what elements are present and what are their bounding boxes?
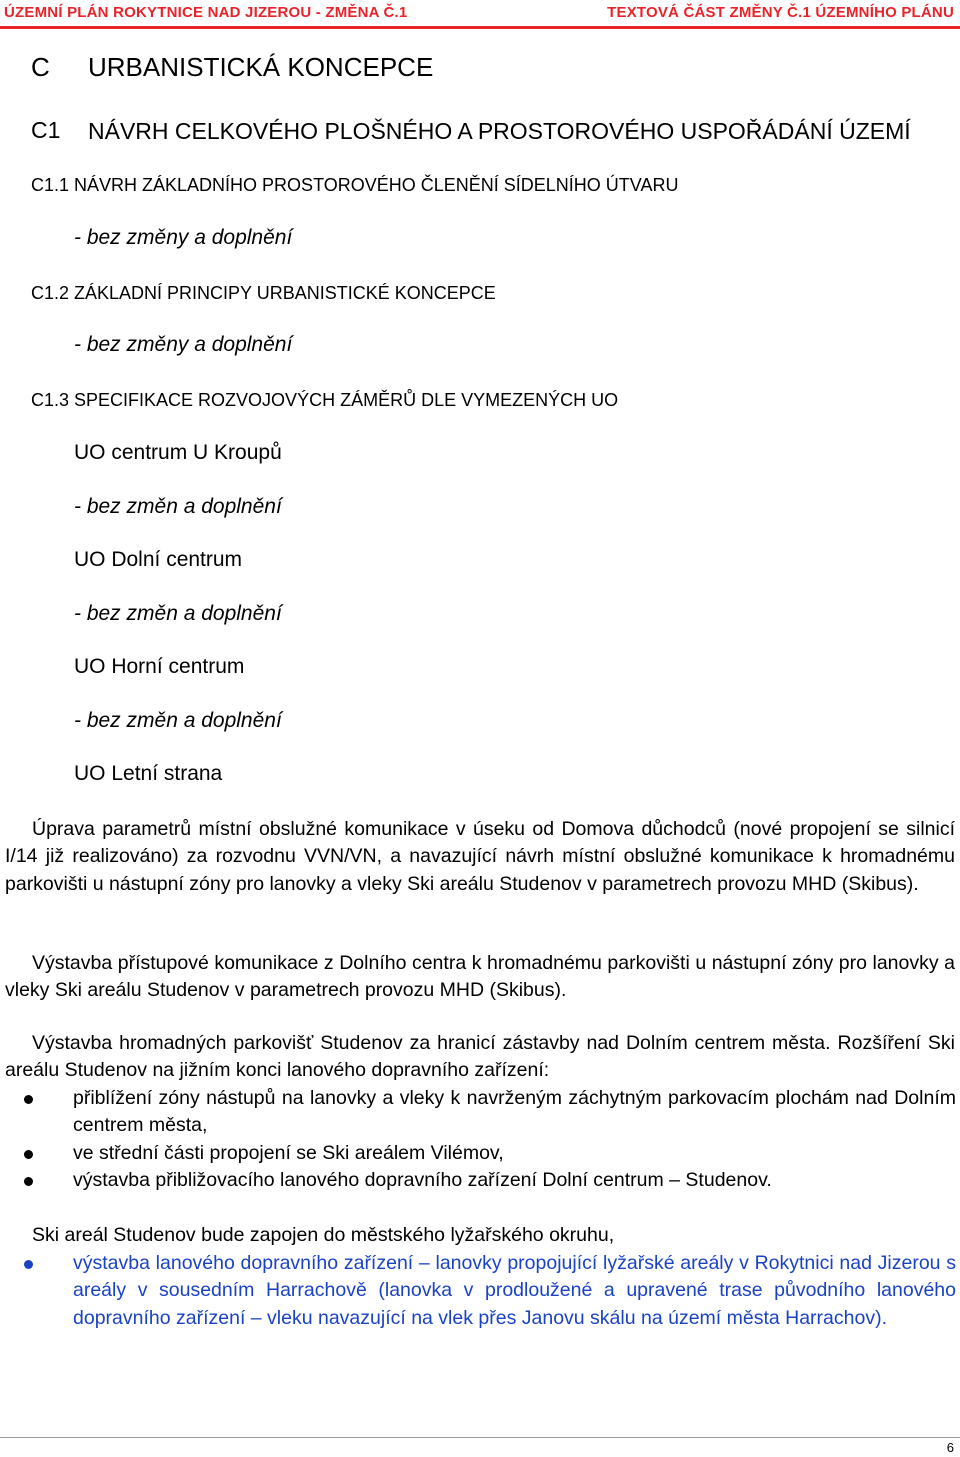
header-section-title: TEXTOVÁ ČÁST ZMĚNY Č.1 ÚZEMNÍHO PLÁNU <box>607 4 954 21</box>
uo-heading: UO Letní strana <box>74 762 223 785</box>
subsection-heading <box>31 117 911 144</box>
paragraph <box>5 1222 955 1249</box>
uo-note: - bez změn a doplnění <box>74 495 282 518</box>
paragraph-text: Ski areál Studenov bude zapojen do městského lyžařského okruhu, <box>32 1224 615 1246</box>
header-rule <box>0 26 960 29</box>
heading-c1-3: C1.3 SPECIFIKACE ROZVOJOVÝCH ZÁMĚRŮ DLE VYMEZENÝCH UO <box>31 390 619 410</box>
header-document-title: ÚZEMNÍ PLÁN ROKYTNICE NAD JIZEROU - ZMĚNA Č.1 <box>4 4 408 21</box>
section-number: C <box>31 52 50 82</box>
list-item: ve střední části propojení se Ski areálem Vilémov, <box>0 1140 956 1167</box>
section-title: URBANISTICKÁ KONCEPCE <box>88 52 434 82</box>
heading-c1-2: C1.2 ZÁKLADNÍ PRINCIPY URBANISTICKÉ KONCEPCE <box>31 283 496 303</box>
note-c1-2: - bez změny a doplnění <box>74 333 293 356</box>
list-item: výstavba přibližovacího lanového dopravního zařízení Dolní centrum – Studenov. <box>0 1167 956 1194</box>
bullet-icon <box>24 1095 33 1104</box>
paragraph-text: Výstavba hromadných parkovišť Studenov za hranicí zástavby nad Dolním centrem města. Rozšíření Ski areálu Studenov na jižním konci lanového dopravního zařízení: <box>5 1032 955 1082</box>
paragraph <box>5 1030 955 1085</box>
bullet-list <box>0 1085 956 1194</box>
paragraph <box>5 950 955 1005</box>
page-number: 6 <box>946 1440 954 1455</box>
uo-heading: UO Horní centrum <box>74 655 245 678</box>
uo-note: - bez změn a doplnění <box>74 602 282 625</box>
paragraph-text: Výstavba přístupové komunikace z Dolního centra k hromadnému parkovišti u nástupní zóny pro lanovky a vleky Ski areálu Studenov v parametrech provozu MHD (Skibus). <box>5 952 955 1002</box>
paragraph <box>5 816 955 898</box>
paragraph-text: Úprava parametrů místní obslužné komunikace v úseku od Domova důchodců (nové propojení se silnicí I/14 již realizováno) za rozvodnu VVN/VN, a navazující návrh místní obslužné komunikace k hromadnému parkovišti u nástupní zóny pro lanovky a vleky Ski areálu Studenov v parametrech provozu MHD (Skibus). <box>5 818 955 895</box>
subsection-number: C1 <box>31 117 61 143</box>
list-item: výstavba lanového dopravního zařízení – lanovky propojující lyžařské areály v Rokytnici nad Jizerou s areály v sousedním Harrachově (lanovka v prodloužené a upravené trase původního lanového dopravního zařízení – vleku navazující na vlek přes Janovu skálu na území města Harrachov). <box>0 1250 956 1332</box>
subsection-title: NÁVRH CELKOVÉHO PLOŠNÉHO A PROSTOROVÉHO USPOŘÁDÁNÍ ÚZEMÍ <box>88 118 911 144</box>
section-heading <box>31 52 434 83</box>
bullet-icon <box>24 1177 33 1186</box>
bullet-icon <box>24 1150 33 1159</box>
uo-heading: UO centrum U Kroupů <box>74 441 282 464</box>
uo-note: - bez změn a doplnění <box>74 709 282 732</box>
note-c1-1: - bez změny a doplnění <box>74 226 293 249</box>
page-header <box>0 0 960 24</box>
bullet-icon <box>24 1260 33 1269</box>
bullet-list <box>0 1250 956 1332</box>
list-item: přiblížení zóny nástupů na lanovky a vleky k navrženým záchytným parkovacím plochám nad Dolním centrem města, <box>0 1085 956 1140</box>
uo-heading: UO Dolní centrum <box>74 548 243 571</box>
footer-rule <box>0 1437 960 1438</box>
heading-c1-1: C1.1 NÁVRH ZÁKLADNÍHO PROSTOROVÉHO ČLENĚNÍ SÍDELNÍHO ÚTVARU <box>31 175 679 195</box>
